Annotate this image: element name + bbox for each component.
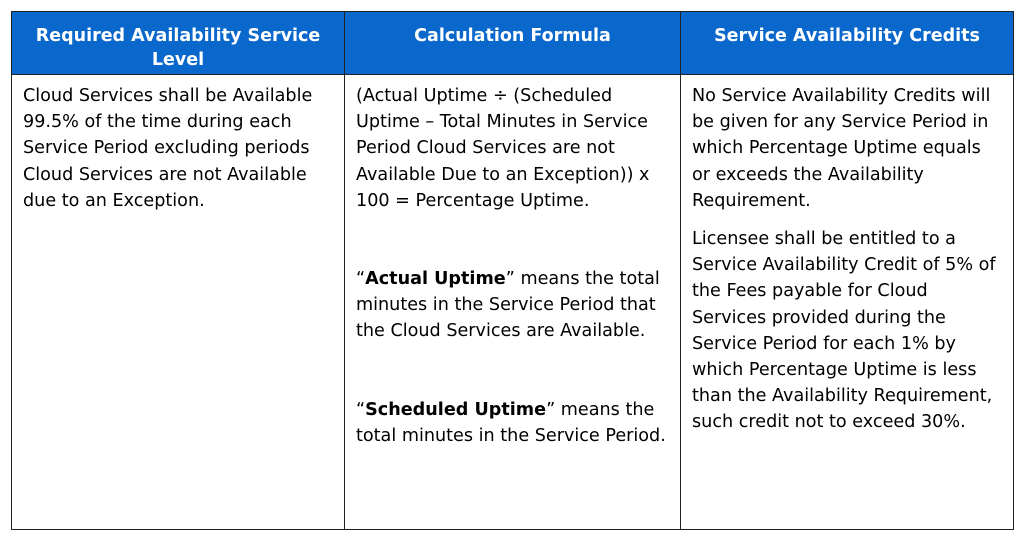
term-scheduled-uptime: Scheduled Uptime bbox=[365, 399, 547, 420]
definition-text: ” means the total minutes in the Service Period. bbox=[356, 399, 666, 446]
availability-requirement-text: Cloud Services shall be Available 99.5% of the time during each Service Period excluding periods Cloud Services are not Available due to an Exception. bbox=[23, 86, 313, 211]
credits-paragraph-1: No Service Availability Credits will be given for any Service Period in which Percentage Uptime equals or exceeds the Availability Requirement. bbox=[692, 86, 991, 211]
credits-paragraph-2: Licensee shall be entitled to a Service Availability Credit of 5% of the Fees payable for Cloud Services provided during the Service Period for each 1% by which Percentage Uptime is less than the Availability Requirement, such credit not to exceed 30%. bbox=[692, 229, 996, 433]
formula-text: (Actual Uptime ÷ (Scheduled Uptime – Total Minutes in Service Period Cloud Services are not Available Due to an Exception)) x 100 = Percentage Uptime. bbox=[356, 86, 650, 211]
open-quote: “ bbox=[356, 399, 366, 420]
header-calculation-formula: Calculation Formula bbox=[344, 12, 680, 74]
definition-actual-uptime bbox=[356, 266, 668, 345]
sla-table bbox=[11, 11, 1014, 530]
cell-service-availability-credits bbox=[680, 74, 1013, 529]
definition-text: ” means the total minutes in the Service Period that the Cloud Services are Available. bbox=[356, 269, 660, 342]
open-quote: “ bbox=[356, 269, 366, 290]
cell-required-availability bbox=[12, 74, 344, 529]
cell-calculation-formula bbox=[344, 74, 680, 529]
definition-scheduled-uptime bbox=[356, 397, 668, 449]
term-actual-uptime: Actual Uptime bbox=[365, 269, 506, 290]
header-service-availability-credits: Service Availability Credits bbox=[680, 12, 1013, 74]
header-required-availability: Required Availability Service Level bbox=[12, 12, 344, 74]
